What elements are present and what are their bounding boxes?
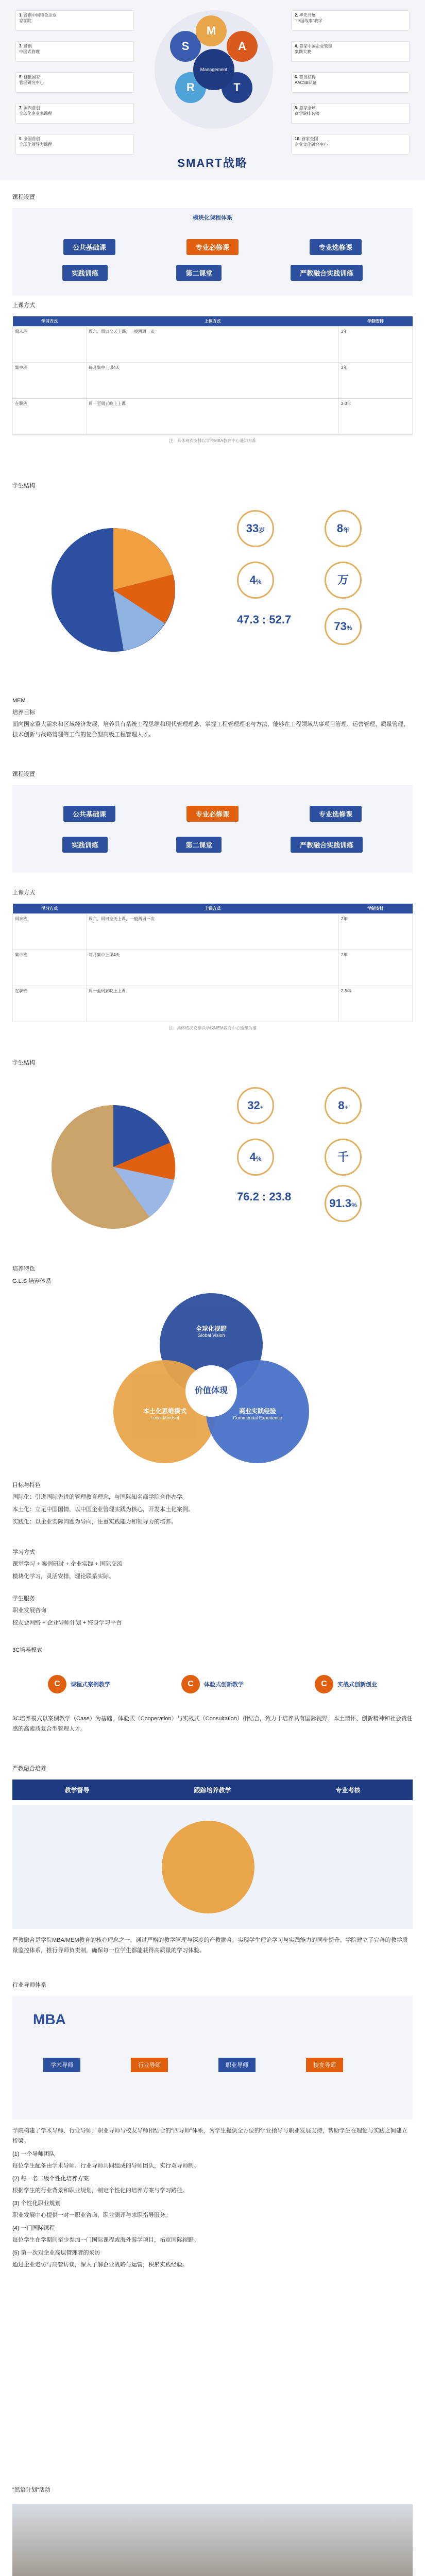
mba-schedule-table-wrap	[12, 316, 413, 444]
career-point-text: 每位学生在学期间至少参加一门国际课程或海外游学项目，拓宽国际视野。	[12, 2237, 199, 2243]
table-cell: 在职班	[13, 399, 87, 435]
plan-section	[0, 1546, 425, 1592]
career-section	[0, 1978, 425, 2483]
table-cell: 周一至周五晚上上课	[87, 986, 339, 1022]
mode3c-letter: C	[181, 1675, 200, 1693]
feature-section	[0, 1262, 425, 1479]
table-cell: 集中班	[13, 950, 87, 986]
table-header: 上课方式	[87, 904, 339, 914]
chip-public: 公共基础课	[63, 239, 115, 255]
table-cell: 2年	[338, 327, 412, 363]
smart-item-9: 9. 全国首创 全球化领导力课程	[15, 134, 134, 155]
mem-courses-section	[0, 768, 425, 886]
mem-title: 培养目标	[12, 709, 35, 716]
smart-item-6: 6. 首批获得 AACSB认证	[291, 72, 410, 93]
table-cell: 集中班	[13, 363, 87, 399]
chip-required: 专业必修课	[186, 806, 239, 822]
venn-local-sub: Local Mindset	[150, 1415, 179, 1420]
mode3c-item-1	[48, 1666, 110, 1702]
mem-students-section	[0, 1056, 425, 1262]
mem-stats-grid	[232, 1087, 407, 1257]
edu-section	[0, 1762, 425, 1978]
table-row	[13, 399, 413, 435]
photo-1	[12, 2504, 413, 2576]
table-row	[13, 950, 413, 986]
table-header: 学习方式	[13, 316, 87, 327]
target-label: 目标与特色	[12, 1482, 41, 1488]
smart-item-3: 3. 首创 中国式管理	[15, 41, 134, 62]
edu-chip: 教学督导	[64, 1786, 90, 1794]
chip-industry: 严教融合实践训练	[291, 265, 363, 281]
chip-practice: 实践训练	[62, 265, 108, 281]
smart-item-1: 1. 首创中国特色企业 家学院	[15, 10, 134, 31]
smart-item-4: 4. 首家中国企业管理 案例大赛	[291, 41, 410, 62]
table-row	[13, 327, 413, 363]
career-point-text: 职业发展中心提供一对一职业咨询、职业测评与求职指导服务。	[12, 2212, 171, 2218]
chip-practice: 实践训练	[62, 837, 108, 853]
list-item: 校友会网络 + 企业导师计划 + 终身学习平台	[12, 1620, 122, 1626]
table-cell: 2-3年	[338, 399, 412, 435]
mem-courses-panel	[12, 785, 413, 873]
table-header: 上课方式	[87, 316, 339, 327]
list-item: 课堂学习 + 案例研讨 + 企业实践 + 国际交流	[12, 1561, 123, 1567]
stat-phd: 4%	[237, 1139, 274, 1176]
stat-salary: 万	[325, 562, 362, 599]
smart-letter-t: T	[222, 72, 252, 103]
mba-students-section	[0, 479, 425, 696]
gallery-section	[0, 2483, 425, 2576]
gallery-label: "然语计划"活动	[12, 2487, 50, 2493]
list-item: 本土化：立足中国国情，以中国企业管理实践为核心，开发本土化案例。	[12, 1506, 194, 1513]
mode3c-title: 实战式创新创业	[337, 1682, 377, 1688]
table-cell: 周六、周日全天上课，一般两周一次	[87, 914, 339, 950]
edu-diagram	[12, 1805, 413, 1929]
mba-schedule-note: 注：具体班次安排以学校MBA教育中心通知为准	[168, 438, 257, 443]
stat-years: 8+	[325, 1087, 362, 1124]
edu-banner	[12, 1780, 413, 1800]
mem-schedule-table	[12, 904, 413, 1022]
stat-degree: 73%	[325, 608, 362, 645]
mba-courses-header: 模块化课程体系	[193, 215, 232, 221]
chip-elective: 专业选修课	[310, 806, 362, 822]
venn-commercial-sub: Commercial Experience	[233, 1415, 282, 1420]
chip-elective: 专业选修课	[310, 239, 362, 255]
stat-gender: 47.3 : 52.7	[237, 613, 292, 626]
chip-public: 公共基础课	[63, 806, 115, 822]
mode3c-letter: C	[315, 1675, 333, 1693]
table-header: 学习方式	[13, 904, 87, 914]
smart-item-7: 7. 国内首创 全球化企业家课程	[15, 103, 134, 124]
mem-courses-row-2	[28, 837, 397, 853]
smart-item-10: 10. 首家全国 企业文化研究中心	[291, 134, 410, 155]
career-point-title: (4) 一门国际课程	[12, 2225, 55, 2231]
smart-section	[0, 0, 425, 180]
stat-salary: 千	[325, 1139, 362, 1176]
chip-required: 专业必修课	[186, 239, 239, 255]
career-point-text: 每位学生配备由学术导师、行业导师共同组成的导师团队，实行双导师制。	[12, 2163, 199, 2169]
table-cell: 周末班	[13, 914, 87, 950]
mem-schedule-note: 注：具体班次安排以学校MEM教育中心通知为准	[168, 1026, 257, 1030]
table-cell: 2年	[338, 950, 412, 986]
career-point-title: (5) 第一次对企业高层管理者的采访	[12, 2250, 100, 2256]
table-cell: 每月集中上课4天	[87, 363, 339, 399]
smart-letter-r: R	[175, 72, 206, 103]
target-section	[0, 1479, 425, 1546]
table-header: 学制安排	[338, 316, 412, 327]
smart-letter-a: A	[227, 31, 258, 62]
mode3c-text: 3C培养模式以案例教学（Case）为基础，体验式（Cooperation）与实战式（Consultation）相结合，致力于培养具有国际视野、本土情怀、创新精神和社会责任感的高素质复合型管理人才。	[12, 1716, 413, 1732]
mba-courses-panel	[12, 208, 413, 296]
stat-gender: 76.2 : 23.8	[237, 1190, 292, 1203]
table-cell: 在职班	[13, 986, 87, 1022]
chip-industry: 严教融合实践训练	[291, 837, 363, 853]
mba-courses-label: 课程设置	[12, 194, 35, 200]
table-row	[13, 914, 413, 950]
career-point-title: (1) 一个导师团队	[12, 2151, 55, 2157]
mem-courses-label: 课程设置	[12, 771, 35, 777]
venn-global-title: 全球化视野	[195, 1325, 227, 1332]
career-point-text: 根据学生的行业背景和职业规划，制定个性化的培养方案与学习路径。	[12, 2188, 188, 2194]
mode3c-row	[12, 1666, 413, 1702]
table-cell: 周一至周五晚上上课	[87, 399, 339, 435]
smart-item-2: 2. 率先开展 "中国故事"教学	[291, 10, 410, 31]
career-label: 行业导师体系	[12, 1982, 46, 1988]
mba-pie-chart	[21, 505, 206, 675]
mem-text: 面向国家重大需求和区域经济发展，培养具有系统工程思维和现代管理理念，掌握工程管理理论与方法，能够在工程领域从事项目管理、运营管理、质量管理、技术创新与战略管理等工作的复合型高级工程管理人才。	[12, 721, 409, 738]
edu-chip: 跟踪培养教学	[194, 1786, 231, 1794]
career-point-text: 通过企业走访与高管访谈，深入了解企业战略与运营，积累实践经验。	[12, 2262, 188, 2268]
smart-item-8: 8. 首家全球 商学院排名榜	[291, 103, 410, 124]
venn-local-title: 本土化思维模式	[143, 1408, 186, 1415]
mba-schedule-section	[0, 299, 425, 479]
stat-degree: 91.3%	[325, 1185, 362, 1222]
edu-text: 严教融合是学院MBA/MEM教育的核心理念之一，通过严格的教学管理与深度的产教融合，实现学生理论学习与实践能力的同步提升。学院建立了完善的教学质量监控体系，推行导师负责制，确保每一位学生都能获得高质量的学习体验。	[12, 1937, 408, 1954]
mba-schedule-table	[12, 316, 413, 435]
career-points	[0, 2147, 425, 2271]
mba-pie-svg	[21, 505, 206, 675]
venn-center: 价值体现	[185, 1365, 237, 1417]
mem-schedule-table-wrap	[12, 904, 413, 1031]
table-row	[13, 363, 413, 399]
table-header: 学制安排	[338, 904, 412, 914]
career-point-title: (3) 个性化职业规划	[12, 2200, 61, 2207]
career-tag: 职业导师	[218, 2058, 256, 2072]
stat-overseas: 4%	[237, 562, 274, 599]
mode3c-item-2	[181, 1666, 244, 1702]
smart-diagram	[0, 0, 425, 170]
plan-label: 学习方式	[12, 1549, 35, 1555]
extra-section	[0, 1592, 425, 1643]
mode3c-label: 3C培养模式	[12, 1647, 43, 1653]
mba-stats-grid	[232, 510, 407, 680]
smart-center: Management	[193, 49, 234, 90]
career-tag-mba: MBA	[33, 2011, 66, 2027]
mem-label: MEM	[12, 698, 26, 704]
mode3c-title: 课程式案例教学	[71, 1682, 110, 1688]
mem-students-label: 学生结构	[12, 1060, 35, 1066]
smart-item-5: 5. 首批国家 管理研究中心	[15, 72, 134, 93]
list-item: 模块化学习，灵活安排，理论联系实际。	[12, 1573, 114, 1580]
edu-center	[162, 1821, 254, 1913]
table-cell: 2年	[338, 363, 412, 399]
mem-schedule-label: 上课方式	[12, 890, 35, 896]
career-tag: 行业导师	[131, 2058, 168, 2072]
mode3c-item-3	[315, 1666, 377, 1702]
career-diagram	[12, 1996, 413, 2120]
mem-pie-chart	[21, 1082, 206, 1252]
career-tag: 校友导师	[306, 2058, 343, 2072]
mba-courses-row-1	[28, 239, 397, 255]
mem-courses-row-1	[28, 806, 397, 822]
career-point-title: (2) 每一名二级个性化培养方案	[12, 2176, 89, 2182]
table-cell: 2-3年	[338, 986, 412, 1022]
edu-chip: 专业考核	[335, 1786, 361, 1794]
table-cell: 周末班	[13, 327, 87, 363]
chip-second-class: 第二课堂	[176, 837, 222, 853]
career-tag: 学术导师	[43, 2058, 80, 2072]
mem-schedule-section	[0, 886, 425, 1056]
feature-label: 培养特色	[12, 1266, 35, 1272]
feature-sub: G.L.S 培养体系	[12, 1278, 52, 1284]
table-cell: 每月集中上课4天	[87, 950, 339, 986]
edu-label: 严教融合培养	[12, 1766, 46, 1772]
smart-letter-s: S	[170, 31, 201, 62]
smart-letter-m: M	[196, 15, 227, 46]
mem-pie-svg	[21, 1082, 206, 1252]
table-cell: 2年	[338, 914, 412, 950]
stat-age: 33岁	[237, 510, 274, 547]
mba-courses-row-2	[28, 265, 397, 281]
mode3c-title: 体验式创新教学	[204, 1682, 244, 1688]
venn-commercial-title: 商业实践经验	[239, 1408, 276, 1415]
stat-years: 8年	[325, 510, 362, 547]
extra-label: 学生服务	[12, 1596, 35, 1602]
table-row	[13, 986, 413, 1022]
list-item: 职业发展咨询	[12, 1607, 46, 1614]
mba-schedule-label: 上课方式	[12, 302, 35, 309]
list-item: 国际化：引进国际先进的管理教育理念，与国际知名商学院合作办学。	[12, 1494, 188, 1500]
venn-global-sub: Global Vision	[197, 1333, 225, 1338]
list-item: 实践化：以企业实际问题为导向，注重实践能力和领导力的培养。	[12, 1519, 177, 1525]
smart-title: SMART战略	[177, 157, 248, 170]
stat-age: 32+	[237, 1087, 274, 1124]
career-text: 学院构建了学术导师、行业导师、职业导师与校友导师相结合的"四导师"体系，为学生提供全方位的学业指导与职业发展支持，帮助学生在理论与实践之间建立桥梁。	[12, 2128, 407, 2144]
mba-courses-section	[0, 180, 425, 299]
mba-students-label: 学生结构	[12, 483, 35, 489]
venn-diagram	[103, 1293, 319, 1468]
mode3c-section	[0, 1643, 425, 1762]
chip-second-class: 第二课堂	[176, 265, 222, 281]
table-cell: 周六、周日全天上课，一般两周一次	[87, 327, 339, 363]
mode3c-letter: C	[48, 1675, 66, 1693]
mem-section	[0, 696, 425, 768]
